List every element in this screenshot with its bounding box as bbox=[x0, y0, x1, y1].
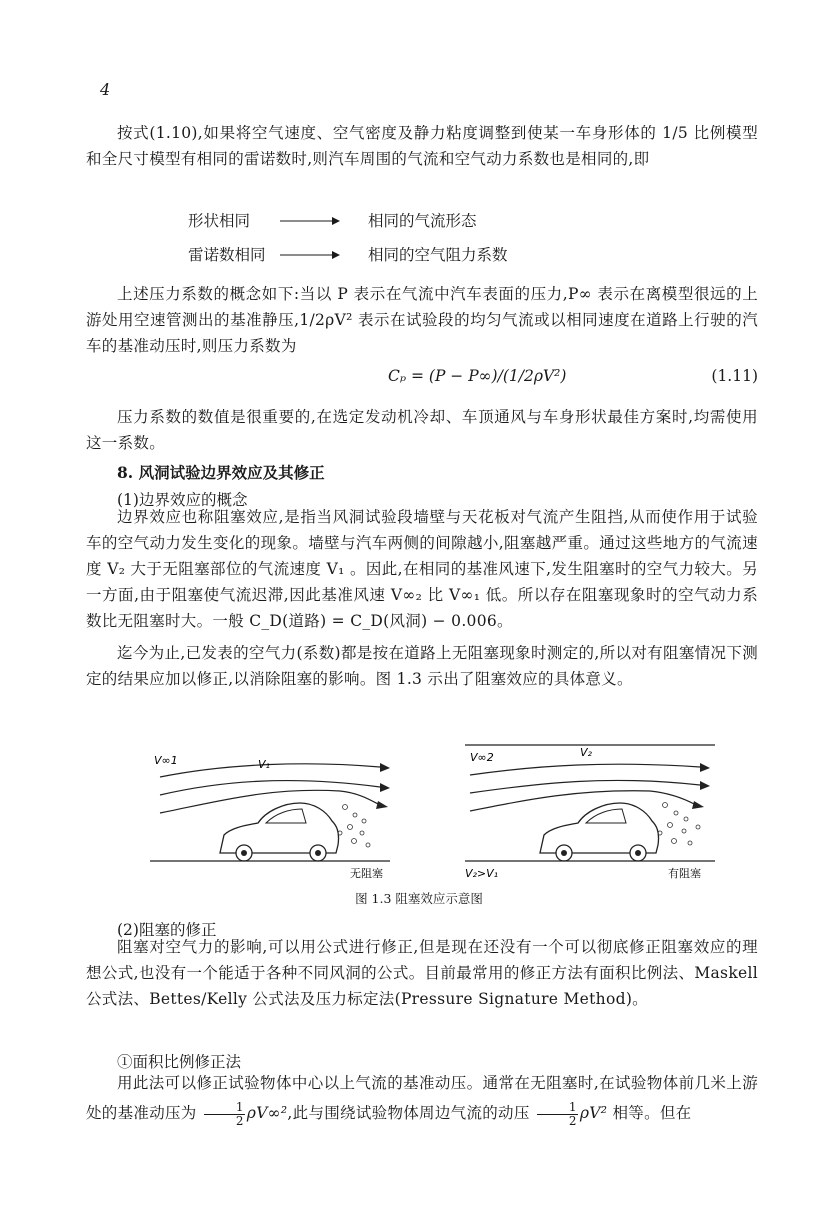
fraction-numerator: 1 bbox=[204, 1101, 245, 1115]
correction-paragraph: 阻塞对空气力的影响,可以用公式进行修正,但是现在还没有一个可以彻底修正阻塞效应的理想公式,也没有一个能适于各种不同风洞的公式。目前最常用的修正方法有面积比例法、Maskell 公式法、Bettes/Kelly 公式法及压力标定法(Pressure Signature Method)。 bbox=[86, 938, 758, 1008]
label-v-inf-1: V∞1 bbox=[154, 754, 178, 767]
method-1-text-c: 相等。但在 bbox=[612, 1104, 692, 1122]
pressure-note: 压力系数的数值是很重要的,在选定发动机冷却、车顶通风与车身形状最佳方案时,均需使用这一系数。 bbox=[86, 408, 758, 452]
arrow-right-icon bbox=[280, 216, 368, 226]
section-heading: 8. 风洞试验边界效应及其修正 bbox=[117, 463, 325, 482]
method-1-text-b: ,此与围绕试验物体周边气流的动压 bbox=[287, 1104, 530, 1122]
equivalence-left: 雷诺数相同 bbox=[188, 246, 266, 264]
dynamic-pressure-ref: ρV∞² bbox=[246, 1104, 288, 1122]
equivalence-row-1 bbox=[188, 210, 477, 232]
method-1-paragraph bbox=[86, 1068, 758, 1128]
arrow-right-icon bbox=[280, 250, 368, 260]
dynamic-pressure: ρV² bbox=[579, 1104, 608, 1122]
fraction-denominator: 2 bbox=[568, 1113, 577, 1128]
equivalence-right: 相同的气流形态 bbox=[368, 212, 477, 230]
subsection-title-1: (1)边界效应的概念 bbox=[117, 491, 248, 509]
formula-1-11 bbox=[86, 367, 758, 391]
page-number: 4 bbox=[100, 80, 111, 99]
blockage-paragraph-2: 迄今为止,已发表的空气力(系数)都是按在道路上无阻塞现象时测定的,所以对有阻塞情况下测定的结果应加以修正,以消除阻塞的影响。图 1.3 示出了阻塞效应的具体意义。 bbox=[86, 644, 758, 688]
intro-paragraph: 按式(1.10),如果将空气速度、空气密度及静力粘度调整到使某一车身形体的 1/5 比例模型和全尺寸模型有相同的雷诺数时,则汽车周围的气流和空气动力系数也是相同的,即 bbox=[86, 124, 758, 168]
pressure-paragraph: 上述压力系数的概念如下:当以 P 表示在气流中汽车表面的压力,P∞ 表示在离模型很远的上游处用空速管测出的基准静压,1/2ρV² 表示在试验段的均匀气流或以相同速度在道路上行驶的汽车的基准动压时,则压力系数为 bbox=[86, 285, 758, 355]
label-blockage: 有阻塞 bbox=[668, 867, 701, 880]
panel-no-blockage bbox=[150, 754, 390, 880]
figure-caption: 图 1.3 阻塞效应示意图 bbox=[355, 891, 483, 906]
fraction-half bbox=[537, 1101, 578, 1128]
fraction-denominator: 2 bbox=[235, 1113, 244, 1128]
method-1-title: ①面积比例修正法 bbox=[117, 1053, 242, 1071]
formula-number: (1.11) bbox=[711, 367, 758, 385]
label-v-inf-2: V∞2 bbox=[470, 751, 494, 764]
blockage-paragraph: 边界效应也称阻塞效应,是指当风洞试验段墙壁与天花板对气流产生阻挡,从而使作用于试验车的空气动力发生变化的现象。墙壁与汽车两侧的间隙越小,阻塞越严重。通过这些地方的气流速度 V₂ 大于无阻塞部位的气流速度 V₁ 。因此,在相同的基准风速下,发生阻塞时的空气力较大。另一方面,由于阻塞使气流迟滞,因此基准风速 V∞₂ 比 V∞₁ 低。所以存在阻塞现象时的空气动力系数比无阻塞时大。一般 C_D(道路) = C_D(风洞) − 0.006。 bbox=[86, 508, 758, 630]
label-v-2: V₂ bbox=[580, 746, 592, 759]
label-no-blockage: 无阻塞 bbox=[350, 867, 383, 880]
equivalence-left: 形状相同 bbox=[188, 212, 251, 230]
subsection-title-2: (2)阻塞的修正 bbox=[117, 921, 217, 939]
panel-blockage bbox=[465, 745, 715, 880]
equivalence-row-2 bbox=[188, 244, 508, 266]
fraction-numerator: 1 bbox=[537, 1101, 578, 1115]
figure-1-3 bbox=[140, 735, 730, 885]
label-v-compare: V₂>V₁ bbox=[465, 867, 499, 880]
method-1-text-a: 用此法可以修正试验物体中心以上气流的基准动压。通常在无阻塞时,在试验物体前几米上游处的基准动压为 bbox=[86, 1074, 758, 1122]
equivalence-right: 相同的空气阻力系数 bbox=[368, 246, 508, 264]
label-v-1: V₁ bbox=[258, 758, 270, 771]
formula-expression: Cₚ = (P − P∞)/(1/2ρV²) bbox=[388, 367, 567, 385]
fraction-half bbox=[204, 1101, 245, 1128]
